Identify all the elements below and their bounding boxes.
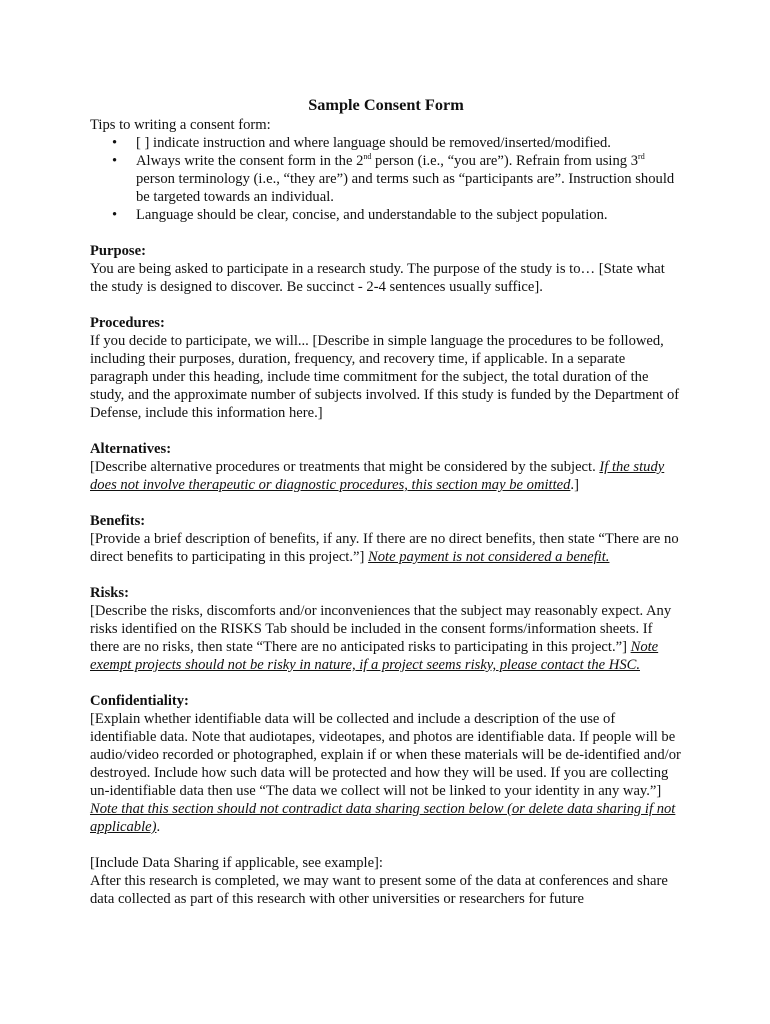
benefits-section — [90, 512, 682, 566]
section-body: [Describe the risks, discomforts and/or inconveniences that the subject may reasonably expect. Any risks identified on the RISKS Tab should be included in the consent forms/information sheets. If there are no risks, then state “There are no anticipated risks to participating in this project.”] Note exempt projects should not be risky in nature, if a project seems risky, please contact the HSC. — [90, 603, 672, 673]
bullet-icon: • — [112, 153, 118, 169]
bullet-icon: • — [112, 135, 118, 151]
confidentiality-section — [90, 692, 682, 836]
instruction-note: Note exempt projects should not be risky in nature, if a project seems risky, please contact the HSC. — [90, 639, 659, 673]
instruction-note: If the study does not involve therapeutic or diagnostic procedures, this section may be omitted — [90, 459, 665, 493]
instruction-note: Note payment is not considered a benefit. — [368, 549, 610, 565]
section-body: You are being asked to participate in a research study. The purpose of the study is to… [State what the study is designed to discover. Be succinct - 2-4 sentences usually suffice]. — [90, 261, 665, 295]
risks-section — [90, 584, 682, 674]
section-body: If you decide to participate, we will... [Describe in simple language the procedures to be followed, including their purposes, duration, frequency, and recovery time, if applicable. In a separate paragraph under this heading, include time commitment for the subject, the total duration of the study, and the approximate number of subjects involved. If this study is funded by the Department of Defense, include this information here.] — [90, 333, 680, 421]
section-heading: Confidentiality: — [90, 693, 189, 709]
list-item: • Always write the consent form in the 2nd person (i.e., “you are”). Refrain from using 3rd person terminology (i.e., “they are”) and terms such as “participants are”. Instruction should be targeted towards an individual. — [112, 152, 675, 205]
section-heading: Risks: — [90, 585, 129, 601]
bullet-icon: • — [112, 207, 118, 223]
list-item: • Language should be clear, concise, and understandable to the subject population. — [112, 207, 608, 223]
document-title: Sample Consent Form — [308, 95, 464, 114]
section-heading: Purpose: — [90, 243, 146, 259]
document-body — [90, 95, 682, 908]
data-sharing-intro: [Include Data Sharing if applicable, see example]: — [90, 855, 383, 871]
instruction-note: Note that this section should not contradict data sharing section below (or delete data sharing if not applicable) — [90, 801, 676, 835]
tips-list — [90, 134, 682, 224]
section-heading: Alternatives: — [90, 441, 172, 457]
purpose-section — [90, 242, 682, 296]
section-body: [Provide a brief description of benefits, if any. If there are no direct benefits, then state “There are no direct benefits to participating in this project.”] Note payment is not considered a benefit. — [90, 531, 679, 565]
procedures-section — [90, 314, 682, 422]
section-body: [Explain whether identifiable data will be collected and include a description of the use of identifiable data. Note that audiotapes, videotapes, and photos are identifiable data. If people will be audio/video recorded or photographed, explain if or when these materials will be de-identified and/or destroyed. Include how such data will be protected and how they will be used. If you are collecting un-identifiable data then use “The data we collect will not be linked to your identity in any way.”] Note that this section should not contradict data sharing section below (or delete data sharing if not applicable). — [90, 711, 681, 835]
data-sharing-section — [90, 854, 682, 908]
section-heading: Benefits: — [90, 513, 146, 529]
section-heading: Procedures: — [90, 315, 165, 331]
tips-intro: Tips to writing a consent form: — [90, 117, 271, 133]
section-body: [Describe alternative procedures or treatments that might be considered by the subject. If the study does not involve therapeutic or diagnostic procedures, this section may be omitted.] — [90, 459, 665, 493]
alternatives-section — [90, 440, 682, 494]
section-body: After this research is completed, we may want to present some of the data at conferences and share data collected as part of this research with other universities or researchers for future — [90, 873, 668, 907]
list-item: • [ ] indicate instruction and where language should be removed/inserted/modified. — [112, 135, 611, 151]
